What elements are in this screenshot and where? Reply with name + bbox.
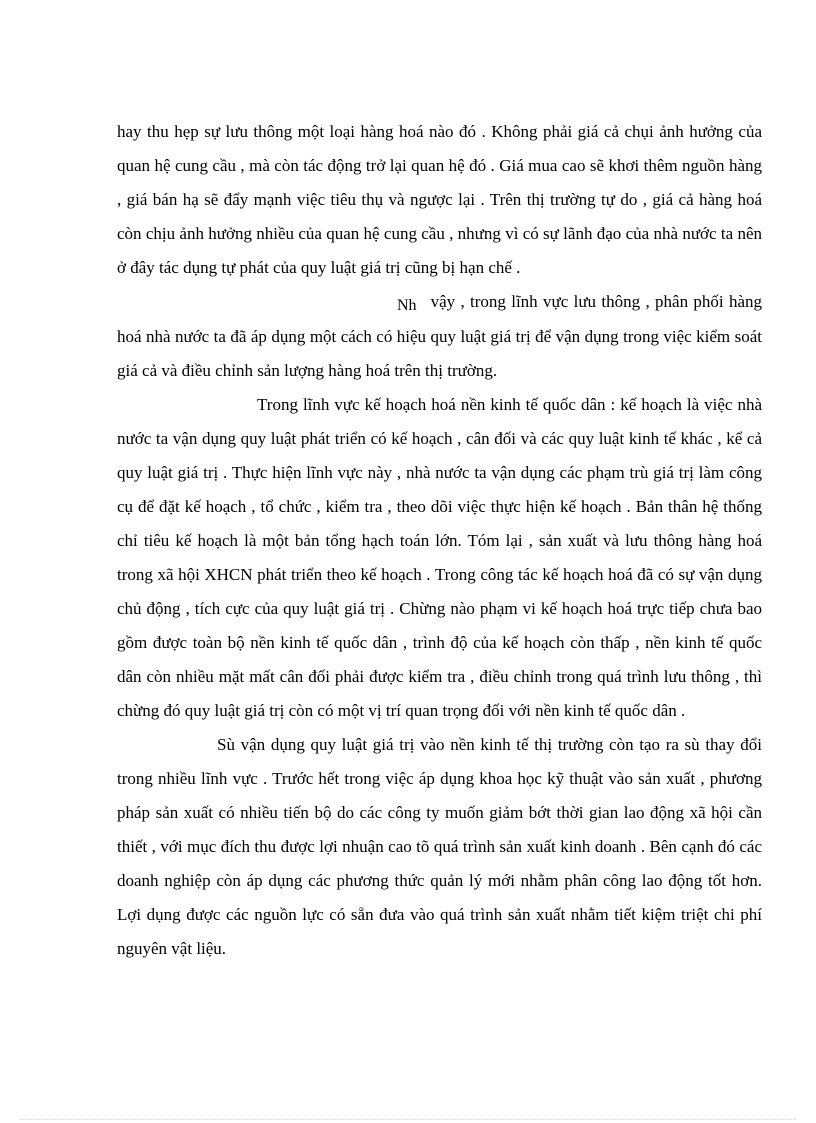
paragraph-2-lead-word: Nh	[397, 297, 417, 314]
page-bottom-rule	[20, 1119, 796, 1120]
paragraph-4: Sù vận dụng quy luật giá trị vào nền kinh tế thị trường còn tạo ra sù thay đổi trong nhiều lĩnh vực . Trước hết trong việc áp dụng khoa học kỹ thuật vào sản xuất , phương pháp sản xuất có nhiều tiến bộ do các công ty muốn giảm bớt thời gian lao động xã hội cần thiết , với mục đích thu được lợi nhuận cao tõ quá trình sản xuất kinh doanh . Bên cạnh đó các doanh nghiệp còn áp dụng các phương thức quản lý mới nhằm phân công lao động tốt hơn. Lợi dụng được các nguồn lực có sẵn đưa vào quá trình sản xuất nhằm tiết kiệm triệt chi phí nguyên vật liệu.	[117, 735, 762, 958]
paragraph-1: hay thu hẹp sự lưu thông một loại hàng hoá nào đó . Không phải giá cả chụi ảnh hưởng của quan hệ cung cầu , mà còn tác động trở lại quan hệ đó . Giá mua cao sẽ khơi thêm nguồn hàng , giá bán hạ sẽ đẩy mạnh việc tiêu thụ và ngược lại . Trên thị trường tự do , giá cả hàng hoá còn chịu ảnh hưởng nhiều của quan hệ cung cầu , nhưng vì có sự lãnh đạo của nhà nước ta nên ở đây tác dụng tự phát của quy luật giá trị cũng bị hạn chế .	[117, 122, 762, 277]
paragraph-3: Trong lĩnh vực kế hoạch hoá nền kinh tế quốc dân : kế hoạch là việc nhà nước ta vận dụng quy luật phát triển có kế hoạch , cân đối và các quy luật kinh tế khác , kể cả quy luật giá trị . Thực hiện lĩnh vực này , nhà nước ta vận dụng các phạm trù giá trị làm công cụ để đặt kế hoạch , tổ chức , kiểm tra , theo dõi việc thực hiện kế hoạch . Bản thân hệ thống chỉ tiêu kế hoạch là một bản tổng hạch toán lớn. Tóm lại , sản xuất và lưu thông hàng hoá trong xã hội XHCN phát triển theo kế hoạch . Trong công tác kế hoạch hoá đã có sự vận dụng chủ động , tích cực của quy luật giá trị . Chừng nào phạm vi kế hoạch hoá trực tiếp chưa bao gồm được toàn bộ nền kinh tế quốc dân , trình độ của kế hoạch còn thấp , nền kinh tế quốc dân còn nhiều mặt mất cân đối phải được kiểm tra , điều chỉnh trong quá trình lưu thông , thì chừng đó quy luật giá trị còn có một vị trí quan trọng đối với nền kinh tế quốc dân .	[117, 395, 762, 720]
paragraph-2-text: vậy , trong lĩnh vực lưu thông , phân phối hàng hoá nhà nước ta đã áp dụng một cách có hiệu quy luật giá trị để vận dụng trong việc kiểm soát giá cả và điều chỉnh sản lượng hàng hoá trên thị trường.	[117, 292, 762, 380]
document-body	[117, 115, 762, 966]
paragraph-2	[117, 285, 762, 388]
